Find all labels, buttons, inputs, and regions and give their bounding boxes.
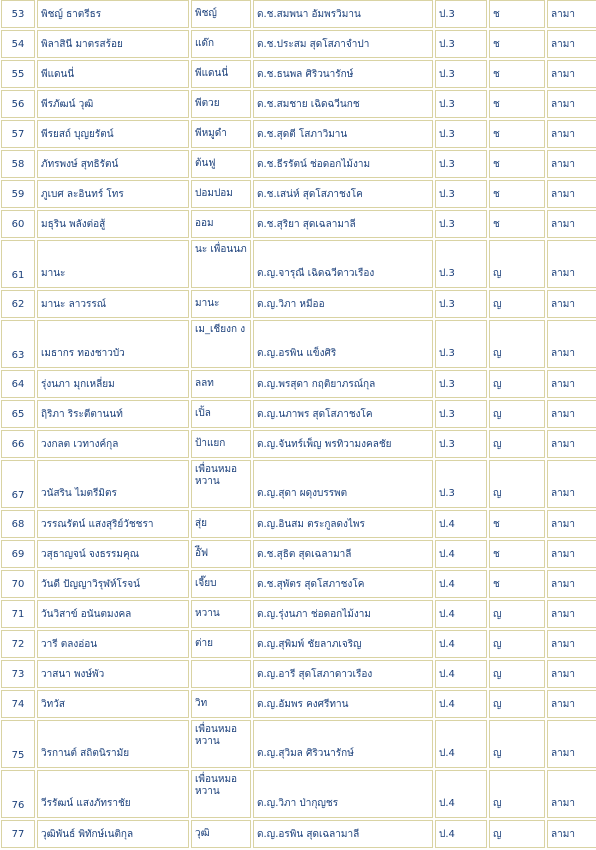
student-name: มธุริน พลังต่อสู้ xyxy=(37,210,189,238)
status-text: ลามา xyxy=(547,210,596,238)
gender: ญ xyxy=(489,400,545,428)
grade-level: ป.3 xyxy=(435,320,487,368)
grade-level: ป.3 xyxy=(435,180,487,208)
row-number: 72 xyxy=(1,630,35,658)
student-name: วันดี ปัญญาวิรุฬห์โรจน์ xyxy=(37,570,189,598)
status-text: ลามา xyxy=(547,400,596,428)
table-row xyxy=(1,540,596,568)
student-name: รุ่งนภา มุกเหลี่ยม xyxy=(37,370,189,398)
grade-level: ป.3 xyxy=(435,240,487,288)
nickname: สุ่ย xyxy=(191,510,251,538)
grade-level: ป.4 xyxy=(435,540,487,568)
nickname: หวาน xyxy=(191,600,251,628)
row-number: 75 xyxy=(1,720,35,768)
nickname: พีหมูดำ xyxy=(191,120,251,148)
row-number: 74 xyxy=(1,690,35,718)
table-row xyxy=(1,150,596,178)
gender: ช xyxy=(489,60,545,88)
table-row xyxy=(1,370,596,398)
teacher-name: ด.ช.ประสม สุดโสภาจำปา xyxy=(253,30,433,58)
table-row xyxy=(1,770,596,818)
student-name: ฤิริภา ริระตีตานนท์ xyxy=(37,400,189,428)
teacher-name: ด.ญ.จันทร์เพ็ญ พรทิวามงคลชัย xyxy=(253,430,433,458)
teacher-name: ด.ญ.อรพิน แข็งศิริ xyxy=(253,320,433,368)
teacher-name: ด.ช.สุดตี โสภาวิมาน xyxy=(253,120,433,148)
status-text: ลามา xyxy=(547,460,596,508)
row-number: 67 xyxy=(1,460,35,508)
grade-level: ป.4 xyxy=(435,660,487,688)
table-row xyxy=(1,120,596,148)
nickname: เพื่อนหมอ หวาน xyxy=(191,720,251,768)
teacher-name: ด.ช.เสน่ห์ สุดโสภาชงโค xyxy=(253,180,433,208)
gender: ญ xyxy=(489,290,545,318)
student-name: ภัทรพงษ์ สุทธิรัตน์ xyxy=(37,150,189,178)
teacher-name: ด.ญ.รุ่งนภา ช่อดอกไม้งาม xyxy=(253,600,433,628)
table-row xyxy=(1,460,596,508)
status-text: ลามา xyxy=(547,540,596,568)
gender: ช xyxy=(489,0,545,28)
nickname xyxy=(191,660,251,688)
grade-level: ป.3 xyxy=(435,370,487,398)
row-number: 59 xyxy=(1,180,35,208)
grade-level: ป.4 xyxy=(435,600,487,628)
table-row xyxy=(1,0,596,28)
teacher-name: ด.ช.สุริยา สุดเฉลามาลี xyxy=(253,210,433,238)
status-text: ลามา xyxy=(547,510,596,538)
status-text: ลามา xyxy=(547,120,596,148)
teacher-name: ด.ญ.สุดา ผดุงบรรพต xyxy=(253,460,433,508)
gender: ช xyxy=(489,510,545,538)
teacher-name: ด.ญ.อินสม ตระกูลดงไพร xyxy=(253,510,433,538)
status-text: ลามา xyxy=(547,430,596,458)
grade-level: ป.3 xyxy=(435,30,487,58)
nickname: เพื่อนหมอ หวาน xyxy=(191,460,251,508)
teacher-name: ด.ช.สมชาย เฉิดฉวีนกช xyxy=(253,90,433,118)
table-row xyxy=(1,90,596,118)
gender: ช xyxy=(489,90,545,118)
gender: ช xyxy=(489,570,545,598)
nickname: ออม xyxy=(191,210,251,238)
gender: ช xyxy=(489,30,545,58)
student-name: วันวิสาข์ อนันตมงคล xyxy=(37,600,189,628)
nickname: ลลท xyxy=(191,370,251,398)
gender: ญ xyxy=(489,820,545,848)
status-text: ลามา xyxy=(547,600,596,628)
nickname: มานะ xyxy=(191,290,251,318)
gender: ญ xyxy=(489,600,545,628)
row-number: 62 xyxy=(1,290,35,318)
table-row xyxy=(1,720,596,768)
teacher-name: ด.ญ.อัมพร คงศรีทาน xyxy=(253,690,433,718)
teacher-name: ด.ช.ธนพล ศิริวนารักษ์ xyxy=(253,60,433,88)
row-number: 71 xyxy=(1,600,35,628)
nickname: เจี๊ยบ xyxy=(191,570,251,598)
table-body xyxy=(1,0,596,848)
gender: ช xyxy=(489,210,545,238)
student-name: มานะ xyxy=(37,240,189,288)
teacher-name: ด.ญ.อรพิน สุดเฉลามาลี xyxy=(253,820,433,848)
table-row xyxy=(1,320,596,368)
grade-level: ป.4 xyxy=(435,630,487,658)
nickname: เม_เชียงก ง xyxy=(191,320,251,368)
status-text: ลามา xyxy=(547,240,596,288)
row-number: 68 xyxy=(1,510,35,538)
gender: ช xyxy=(489,150,545,178)
grade-level: ป.4 xyxy=(435,510,487,538)
teacher-name: ด.ช.สุธิต สุดเฉลามาลี xyxy=(253,540,433,568)
status-text: ลามา xyxy=(547,290,596,318)
teacher-name: ด.ญ.วิภา ป่ากุญชร xyxy=(253,770,433,818)
gender: ญ xyxy=(489,630,545,658)
row-number: 63 xyxy=(1,320,35,368)
gender: ช xyxy=(489,120,545,148)
status-text: ลามา xyxy=(547,690,596,718)
grade-level: ป.3 xyxy=(435,60,487,88)
status-text: ลามา xyxy=(547,150,596,178)
teacher-name: ด.ช.สุพัตร สุดโสภาชงโค xyxy=(253,570,433,598)
table-row xyxy=(1,510,596,538)
student-name: วิทวัส xyxy=(37,690,189,718)
nickname: ปอมปอม xyxy=(191,180,251,208)
teacher-name: ด.ช.ธีรรัตน์ ช่อดอกไม้งาม xyxy=(253,150,433,178)
row-number: 53 xyxy=(1,0,35,28)
table-row xyxy=(1,630,596,658)
grade-level: ป.4 xyxy=(435,820,487,848)
student-name: วารี ตลงอ่อน xyxy=(37,630,189,658)
table-row xyxy=(1,180,596,208)
row-number: 61 xyxy=(1,240,35,288)
teacher-name: ด.ญ.อารี สุดโสภาดาวเรือง xyxy=(253,660,433,688)
teacher-name: ด.ญ.สุวิมล ศิริวนารักษ์ xyxy=(253,720,433,768)
gender: ญ xyxy=(489,720,545,768)
nickname: วิท xyxy=(191,690,251,718)
row-number: 76 xyxy=(1,770,35,818)
gender: ญ xyxy=(489,320,545,368)
student-name: วรรณรัตน์ แสงสุริย์วัชชรา xyxy=(37,510,189,538)
row-number: 55 xyxy=(1,60,35,88)
status-text: ลามา xyxy=(547,90,596,118)
grade-level: ป.3 xyxy=(435,120,487,148)
gender: ญ xyxy=(489,770,545,818)
grade-level: ป.3 xyxy=(435,210,487,238)
gender: ญ xyxy=(489,370,545,398)
grade-level: ป.4 xyxy=(435,570,487,598)
nickname: เพื่อนหมอ หวาน xyxy=(191,770,251,818)
nickname: เปิ้ล xyxy=(191,400,251,428)
teacher-name: ด.ช.สมพนา อัมพรวิมาน xyxy=(253,0,433,28)
gender: ญ xyxy=(489,660,545,688)
gender: ญ xyxy=(489,430,545,458)
table-row xyxy=(1,290,596,318)
student-name: วุฒิพันธ์ พิทักษ์เนติกุล xyxy=(37,820,189,848)
gender: ญ xyxy=(489,460,545,508)
status-text: ลามา xyxy=(547,660,596,688)
status-text: ลามา xyxy=(547,30,596,58)
row-number: 73 xyxy=(1,660,35,688)
table-row xyxy=(1,30,596,58)
table-row xyxy=(1,570,596,598)
grade-level: ป.4 xyxy=(435,690,487,718)
row-number: 60 xyxy=(1,210,35,238)
teacher-name: ด.ญ.จารุณี เฉิดฉวีดาวเรือง xyxy=(253,240,433,288)
grade-level: ป.3 xyxy=(435,150,487,178)
table-row xyxy=(1,660,596,688)
table-row xyxy=(1,430,596,458)
table-row xyxy=(1,210,596,238)
nickname: พิชญ์ xyxy=(191,0,251,28)
nickname: วุฒิ xyxy=(191,820,251,848)
student-name: วนัสริน ไมตรีมิตร xyxy=(37,460,189,508)
grade-level: ป.3 xyxy=(435,290,487,318)
row-number: 54 xyxy=(1,30,35,58)
gender: ญ xyxy=(489,690,545,718)
grade-level: ป.3 xyxy=(435,460,487,508)
table-row xyxy=(1,240,596,288)
student-name: วสุธาญจน์ จงธรรมคุณ xyxy=(37,540,189,568)
status-text: ลามา xyxy=(547,60,596,88)
row-number: 66 xyxy=(1,430,35,458)
student-name: พิชญ์ ธาตรีธร xyxy=(37,0,189,28)
row-number: 57 xyxy=(1,120,35,148)
gender: ช xyxy=(489,180,545,208)
teacher-name: ด.ญ.สุพิมพ์ ชัยลาภเจริญ xyxy=(253,630,433,658)
status-text: ลามา xyxy=(547,570,596,598)
status-text: ลามา xyxy=(547,320,596,368)
student-name: พีแดนนี่ xyxy=(37,60,189,88)
grade-level: ป.3 xyxy=(435,430,487,458)
nickname: ต่าย xyxy=(191,630,251,658)
row-number: 77 xyxy=(1,820,35,848)
table-row xyxy=(1,60,596,88)
teacher-name: ด.ญ.พรสุดา กฤติยาภรณ์กุล xyxy=(253,370,433,398)
grade-level: ป.3 xyxy=(435,0,487,28)
status-text: ลามา xyxy=(547,370,596,398)
teacher-name: ด.ญ.นภาพร สุดโสภาชงโค xyxy=(253,400,433,428)
student-name: วิรกานต์ สถิตนิรามัย xyxy=(37,720,189,768)
student-name: มานะ ลาวรรณ์ xyxy=(37,290,189,318)
student-name: วาสนา พงษ์พัว xyxy=(37,660,189,688)
student-name: พีรยสถ์ บุญยรัตน์ xyxy=(37,120,189,148)
student-name: ภูเบศ ละอินทร์ โทร xyxy=(37,180,189,208)
nickname: ป้าแยก xyxy=(191,430,251,458)
grade-level: ป.3 xyxy=(435,400,487,428)
status-text: ลามา xyxy=(547,180,596,208)
gender: ญ xyxy=(489,240,545,288)
student-name: เมธากร ทองชาวบัว xyxy=(37,320,189,368)
status-text: ลามา xyxy=(547,630,596,658)
row-number: 58 xyxy=(1,150,35,178)
student-name: วีรรัฒน์ แสงภัทราชัย xyxy=(37,770,189,818)
table-row xyxy=(1,400,596,428)
table-row xyxy=(1,690,596,718)
row-number: 65 xyxy=(1,400,35,428)
grade-level: ป.4 xyxy=(435,720,487,768)
student-name: วงกลต เวทางค์กุล xyxy=(37,430,189,458)
status-text: ลามา xyxy=(547,820,596,848)
row-number: 70 xyxy=(1,570,35,598)
grade-level: ป.3 xyxy=(435,90,487,118)
nickname: นะ เพื่อนนภ xyxy=(191,240,251,288)
teacher-name: ด.ญ.วิภา หมีออ xyxy=(253,290,433,318)
nickname: ต้นฟู xyxy=(191,150,251,178)
gender: ช xyxy=(489,540,545,568)
status-text: ลามา xyxy=(547,0,596,28)
nickname: แด๊ก xyxy=(191,30,251,58)
row-number: 56 xyxy=(1,90,35,118)
status-text: ลามา xyxy=(547,720,596,768)
grade-level: ป.4 xyxy=(435,770,487,818)
status-text: ลามา xyxy=(547,770,596,818)
table-row xyxy=(1,820,596,848)
student-name: พีรภัฒน์ วุฒิ xyxy=(37,90,189,118)
row-number: 64 xyxy=(1,370,35,398)
table-row xyxy=(1,600,596,628)
row-number: 69 xyxy=(1,540,35,568)
student-name: พิลาสินี มาตรสร้อย xyxy=(37,30,189,58)
nickname: พีตวย xyxy=(191,90,251,118)
nickname: พีแดนนี่ xyxy=(191,60,251,88)
nickname: อ๊ีฟ xyxy=(191,540,251,568)
